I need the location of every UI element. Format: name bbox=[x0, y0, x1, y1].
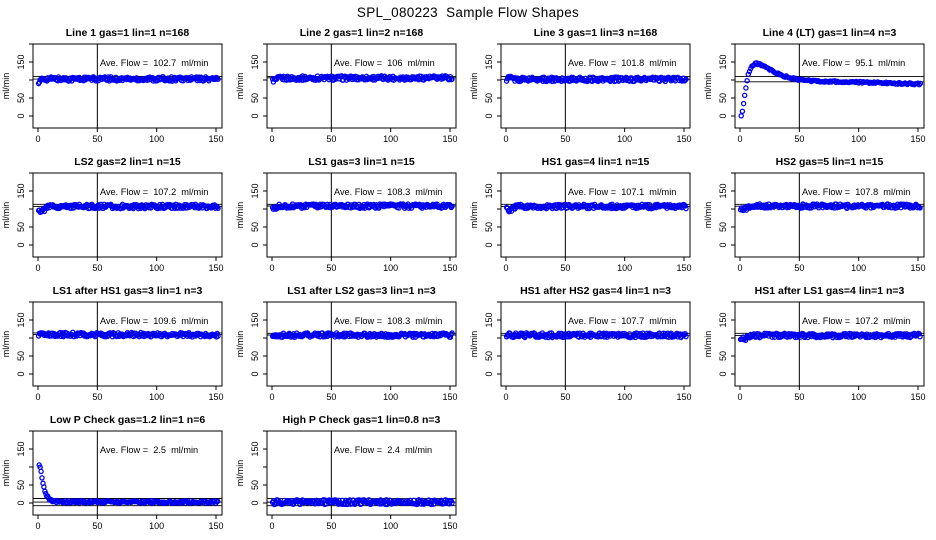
subplot-cell-14 bbox=[234, 411, 468, 540]
x-tick-label: 100 bbox=[617, 134, 633, 144]
ave-flow-label: Ave. Flow = 2.4 ml/min bbox=[334, 445, 433, 455]
main-title: SPL_080223 Sample Flow Shapes bbox=[356, 5, 580, 20]
y-tick-label: 150 bbox=[16, 54, 26, 70]
y-axis-label: ml/min bbox=[235, 459, 245, 487]
y-tick-label: 50 bbox=[484, 350, 494, 362]
x-tick-label: 150 bbox=[910, 263, 926, 273]
y-axis-label: ml/min bbox=[1, 201, 11, 229]
ave-flow-label: Ave. Flow = 109.6 ml/min bbox=[100, 316, 209, 326]
y-tick-label: 150 bbox=[718, 54, 728, 70]
subplot-title: Line 2 gas=1 lin=2 n=168 bbox=[299, 27, 424, 39]
y-axis-label: ml/min bbox=[469, 72, 479, 100]
x-tick-label: 150 bbox=[208, 392, 224, 402]
ave-flow-label: Ave. Flow = 107.2 ml/min bbox=[100, 187, 209, 197]
x-tick-label: 0 bbox=[269, 134, 275, 144]
x-tick-label: 100 bbox=[149, 134, 165, 144]
subplot-10 bbox=[234, 282, 468, 411]
y-tick-label: 150 bbox=[16, 183, 26, 199]
x-tick-label: 150 bbox=[442, 392, 458, 402]
data-point bbox=[740, 109, 744, 113]
y-tick-label: 0 bbox=[250, 500, 260, 506]
x-tick-label: 100 bbox=[383, 134, 399, 144]
y-tick-label: 150 bbox=[484, 54, 494, 70]
subplot-7 bbox=[468, 153, 702, 282]
x-tick-label: 100 bbox=[149, 392, 165, 402]
y-tick-label: 50 bbox=[484, 221, 494, 233]
x-tick-label: 100 bbox=[149, 263, 165, 273]
data-points bbox=[271, 331, 455, 339]
data-points bbox=[37, 202, 221, 214]
x-tick-label: 50 bbox=[560, 263, 571, 273]
y-tick-label: 0 bbox=[484, 113, 494, 119]
subplot-title: HS1 after LS1 gas=4 lin=1 n=3 bbox=[754, 285, 905, 297]
plot-box bbox=[33, 173, 222, 257]
y-tick-label: 0 bbox=[16, 500, 26, 506]
x-tick-label: 50 bbox=[92, 392, 103, 402]
y-tick-label: 150 bbox=[250, 441, 260, 457]
x-tick-label: 50 bbox=[560, 134, 571, 144]
y-axis-label: ml/min bbox=[703, 201, 713, 229]
subplot-14 bbox=[234, 411, 468, 540]
subplot-cell-2 bbox=[234, 24, 468, 153]
subplot-cell-1 bbox=[0, 24, 234, 153]
subplot-11 bbox=[468, 282, 702, 411]
data-points bbox=[505, 331, 689, 340]
x-tick-label: 0 bbox=[737, 263, 743, 273]
x-tick-label: 150 bbox=[208, 521, 224, 531]
y-tick-label: 50 bbox=[250, 92, 260, 104]
y-tick-label: 50 bbox=[16, 350, 26, 362]
x-tick-label: 50 bbox=[326, 134, 337, 144]
subplot-4 bbox=[702, 24, 936, 153]
x-tick-label: 50 bbox=[794, 263, 805, 273]
subplot-3 bbox=[468, 24, 702, 153]
ave-flow-label: Ave. Flow = 107.8 ml/min bbox=[802, 187, 911, 197]
y-tick-label: 50 bbox=[250, 350, 260, 362]
ave-flow-label: Ave. Flow = 108.3 ml/min bbox=[334, 316, 443, 326]
y-tick-label: 0 bbox=[16, 242, 26, 248]
y-tick-label: 150 bbox=[16, 312, 26, 328]
ave-flow-label: Ave. Flow = 101.8 ml/min bbox=[568, 58, 677, 68]
y-tick-label: 0 bbox=[718, 113, 728, 119]
y-tick-label: 0 bbox=[250, 242, 260, 248]
x-tick-label: 0 bbox=[269, 263, 275, 273]
x-tick-label: 0 bbox=[35, 392, 41, 402]
data-points bbox=[271, 202, 455, 211]
y-tick-label: 0 bbox=[16, 113, 26, 119]
x-tick-label: 50 bbox=[326, 263, 337, 273]
subplot-title: Line 1 gas=1 lin=1 n=168 bbox=[65, 27, 190, 39]
x-tick-label: 150 bbox=[676, 263, 692, 273]
y-tick-label: 50 bbox=[718, 221, 728, 233]
y-tick-label: 0 bbox=[484, 371, 494, 377]
data-points bbox=[739, 331, 923, 342]
x-tick-label: 50 bbox=[92, 263, 103, 273]
data-points bbox=[505, 74, 689, 83]
y-axis-label: ml/min bbox=[1, 72, 11, 100]
subplot-title: HS1 after HS2 gas=4 lin=1 n=3 bbox=[520, 285, 671, 297]
y-axis-label: ml/min bbox=[235, 72, 245, 100]
ave-flow-label: Ave. Flow = 107.7 ml/min bbox=[568, 316, 677, 326]
plot-box bbox=[501, 302, 690, 386]
ave-flow-label: Ave. Flow = 2.5 ml/min bbox=[100, 445, 199, 455]
data-point bbox=[739, 114, 743, 118]
subplot-cell-6 bbox=[234, 153, 468, 282]
subplot-12 bbox=[702, 282, 936, 411]
x-tick-label: 50 bbox=[560, 392, 571, 402]
ave-flow-label: Ave. Flow = 107.2 ml/min bbox=[802, 316, 911, 326]
y-tick-label: 150 bbox=[250, 312, 260, 328]
y-tick-label: 150 bbox=[250, 54, 260, 70]
x-tick-label: 50 bbox=[794, 134, 805, 144]
x-tick-label: 0 bbox=[737, 392, 743, 402]
x-tick-label: 0 bbox=[503, 263, 509, 273]
subplot-1 bbox=[0, 24, 234, 153]
y-tick-label: 150 bbox=[718, 183, 728, 199]
subplot-title: LS1 gas=3 lin=1 n=15 bbox=[308, 156, 415, 168]
y-tick-label: 0 bbox=[484, 242, 494, 248]
x-tick-label: 50 bbox=[326, 392, 337, 402]
plot-box bbox=[501, 44, 690, 128]
data-point bbox=[40, 476, 44, 480]
plot-box bbox=[267, 302, 456, 386]
plot-box bbox=[735, 173, 924, 257]
subplot-cell-13 bbox=[0, 411, 234, 540]
plot-box bbox=[501, 173, 690, 257]
subplot-8 bbox=[702, 153, 936, 282]
y-axis-label: ml/min bbox=[1, 330, 11, 358]
x-tick-label: 100 bbox=[383, 521, 399, 531]
x-tick-label: 100 bbox=[383, 392, 399, 402]
x-tick-label: 0 bbox=[269, 521, 275, 531]
y-tick-label: 50 bbox=[718, 92, 728, 104]
subplot-cell-10 bbox=[234, 282, 468, 411]
subplot-title: LS1 after HS1 gas=3 lin=1 n=3 bbox=[52, 285, 203, 297]
subplot-cell-3 bbox=[468, 24, 702, 153]
ave-flow-label: Ave. Flow = 95.1 ml/min bbox=[802, 58, 906, 68]
x-tick-label: 150 bbox=[442, 134, 458, 144]
x-tick-label: 0 bbox=[503, 392, 509, 402]
y-tick-label: 50 bbox=[484, 92, 494, 104]
x-tick-label: 150 bbox=[676, 392, 692, 402]
data-points bbox=[37, 330, 221, 339]
y-axis-label: ml/min bbox=[235, 330, 245, 358]
x-tick-label: 150 bbox=[910, 392, 926, 402]
y-tick-label: 150 bbox=[484, 183, 494, 199]
x-tick-label: 0 bbox=[35, 521, 41, 531]
y-axis-label: ml/min bbox=[703, 330, 713, 358]
subplot-title: Low P Check gas=1.2 lin=1 n=6 bbox=[49, 414, 206, 426]
subplot-title: LS2 gas=2 lin=1 n=15 bbox=[74, 156, 181, 168]
subplot-5 bbox=[0, 153, 234, 282]
subplot-cell-4 bbox=[702, 24, 936, 153]
data-points bbox=[739, 61, 922, 118]
y-tick-label: 150 bbox=[484, 312, 494, 328]
subplot-cell-5 bbox=[0, 153, 234, 282]
x-tick-label: 100 bbox=[851, 134, 867, 144]
plot-grid bbox=[0, 24, 936, 540]
x-tick-label: 50 bbox=[92, 134, 103, 144]
subplot-cell-11 bbox=[468, 282, 702, 411]
data-point bbox=[743, 93, 747, 97]
data-points bbox=[505, 202, 689, 214]
data-point bbox=[39, 469, 43, 473]
y-tick-label: 0 bbox=[16, 371, 26, 377]
subplot-title: High P Check gas=1 lin=0.8 n=3 bbox=[282, 414, 441, 426]
data-point bbox=[744, 86, 748, 90]
x-tick-label: 150 bbox=[208, 263, 224, 273]
y-tick-label: 50 bbox=[718, 350, 728, 362]
subplot-title: LS1 after LS2 gas=3 lin=1 n=3 bbox=[287, 285, 436, 297]
subplot-cell-9 bbox=[0, 282, 234, 411]
subplot-2 bbox=[234, 24, 468, 153]
subplot-title: Line 3 gas=1 lin=3 n=168 bbox=[533, 27, 658, 39]
x-tick-label: 0 bbox=[35, 263, 41, 273]
y-axis-label: ml/min bbox=[235, 201, 245, 229]
y-tick-label: 50 bbox=[250, 221, 260, 233]
x-tick-label: 50 bbox=[92, 521, 103, 531]
x-tick-label: 150 bbox=[208, 134, 224, 144]
x-tick-label: 0 bbox=[35, 134, 41, 144]
data-points bbox=[739, 202, 923, 213]
y-axis-label: ml/min bbox=[703, 72, 713, 100]
x-tick-label: 100 bbox=[617, 263, 633, 273]
x-tick-label: 50 bbox=[794, 392, 805, 402]
y-tick-label: 0 bbox=[718, 371, 728, 377]
x-tick-label: 150 bbox=[676, 134, 692, 144]
data-points bbox=[271, 498, 455, 507]
plot-box bbox=[33, 302, 222, 386]
x-tick-label: 100 bbox=[851, 263, 867, 273]
y-tick-label: 150 bbox=[718, 312, 728, 328]
subplot-cell-7 bbox=[468, 153, 702, 282]
x-tick-label: 100 bbox=[617, 392, 633, 402]
ave-flow-label: Ave. Flow = 106 ml/min bbox=[334, 58, 435, 68]
subplot-6 bbox=[234, 153, 468, 282]
x-tick-label: 100 bbox=[383, 263, 399, 273]
y-tick-label: 50 bbox=[16, 221, 26, 233]
y-tick-label: 0 bbox=[718, 242, 728, 248]
subplot-13 bbox=[0, 411, 234, 540]
y-tick-label: 150 bbox=[16, 441, 26, 457]
subplot-title: HS1 gas=4 lin=1 n=15 bbox=[541, 156, 650, 168]
subplot-9 bbox=[0, 282, 234, 411]
x-tick-label: 0 bbox=[269, 392, 275, 402]
y-tick-label: 50 bbox=[16, 479, 26, 491]
x-tick-label: 100 bbox=[851, 392, 867, 402]
plot-box bbox=[33, 44, 222, 128]
ave-flow-label: Ave. Flow = 107.1 ml/min bbox=[568, 187, 677, 197]
y-axis-label: ml/min bbox=[469, 330, 479, 358]
x-tick-label: 150 bbox=[910, 134, 926, 144]
x-tick-label: 0 bbox=[737, 134, 743, 144]
y-axis-label: ml/min bbox=[469, 201, 479, 229]
plot-box bbox=[735, 302, 924, 386]
y-tick-label: 0 bbox=[250, 113, 260, 119]
subplot-cell-12 bbox=[702, 282, 936, 411]
y-axis-label: ml/min bbox=[1, 459, 11, 487]
subplot-cell-8 bbox=[702, 153, 936, 282]
subplot-title: HS2 gas=5 lin=1 n=15 bbox=[775, 156, 884, 168]
x-tick-label: 0 bbox=[503, 134, 509, 144]
data-points bbox=[37, 75, 221, 86]
y-tick-label: 150 bbox=[250, 183, 260, 199]
data-points bbox=[37, 463, 220, 506]
y-tick-label: 50 bbox=[16, 92, 26, 104]
x-tick-label: 100 bbox=[149, 521, 165, 531]
plot-box bbox=[267, 44, 456, 128]
ave-flow-label: Ave. Flow = 108.3 ml/min bbox=[334, 187, 443, 197]
subplot-title: Line 4 (LT) gas=1 lin=4 n=3 bbox=[762, 27, 897, 39]
x-tick-label: 150 bbox=[442, 263, 458, 273]
data-points bbox=[271, 74, 455, 84]
plot-box bbox=[267, 173, 456, 257]
y-tick-label: 0 bbox=[250, 371, 260, 377]
ave-flow-label: Ave. Flow = 102.7 ml/min bbox=[100, 58, 209, 68]
x-tick-label: 150 bbox=[442, 521, 458, 531]
y-tick-label: 50 bbox=[250, 479, 260, 491]
data-point bbox=[742, 102, 746, 106]
x-tick-label: 50 bbox=[326, 521, 337, 531]
